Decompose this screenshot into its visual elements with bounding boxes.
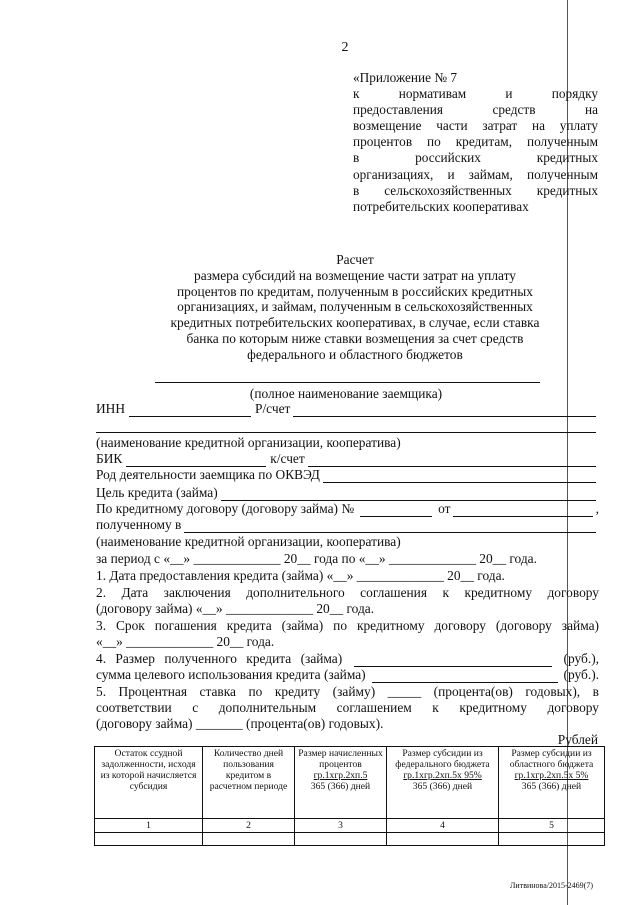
item-2-line-1: 2. Дата заключения дополнительного соглашения к кредитному договору [96, 585, 599, 600]
title-line: кредитных потребительских кооперативах, в случае, если ставка [170, 315, 540, 331]
title-line: организациях, и займам, полученным в сельскохозяйственных [177, 299, 533, 315]
table-header-cell: Размер субсидии из областного бюджета гр.1хгр.2хп.5х 5% 365 (366) дней [499, 747, 605, 819]
loan-amount-field[interactable] [354, 654, 551, 667]
target-usage-field[interactable] [372, 670, 558, 683]
column-number: 3 [295, 819, 387, 833]
appendix-line: организациях, и займам, полученным [353, 166, 598, 182]
item-4-row-1 [96, 651, 599, 667]
rs-label: Р/счет [255, 401, 291, 416]
page-number: 2 [341, 40, 349, 55]
table-number-row [95, 819, 605, 833]
rs-field[interactable] [293, 404, 596, 417]
item-1: 1. Дата предоставления кредита (займа) «__» _____________ 20__ года. [96, 568, 505, 583]
okved-label: Род деятельности заемщика по ОКВЭД [96, 467, 320, 482]
column-number: 4 [387, 819, 499, 833]
okved-field[interactable] [323, 470, 596, 483]
item-5-line-3: (договору займа) _______ (процента(ов) годовых). [96, 716, 384, 731]
bik-label: БИК [96, 451, 123, 466]
inn-label: ИНН [96, 401, 126, 416]
table-header-row [95, 747, 605, 819]
table-cell[interactable] [387, 833, 499, 846]
appendix-line: предоставления средств на [353, 102, 598, 118]
item-3-line-1: 3. Срок погашения кредита (займа) по кредитному договору (договору займа) [96, 618, 599, 633]
credit-org-caption-2: (наименование кредитной организации, кооператива) [96, 534, 401, 549]
appendix-line: «Приложение № 7 [353, 70, 457, 85]
purpose-field[interactable] [221, 488, 596, 501]
received-label: полученному в [96, 517, 182, 532]
table-cell[interactable] [499, 833, 605, 846]
from-label: от [438, 501, 451, 516]
contract-label: По кредитному договору (договору займа) № [96, 501, 355, 516]
item-4-unit: (руб.), [563, 651, 599, 666]
item-2-line-2: (договору займа) «__» _____________ 20__ года. [96, 601, 375, 616]
item-3-line-2: «__» _____________ 20__ года. [96, 634, 275, 649]
rs-extra-field[interactable] [96, 432, 596, 433]
item-5-line-1: 5. Процентная ставка по кредиту (займу) _____ (процента(ов) годовых), в [96, 684, 599, 699]
title-line: федерального и областного бюджетов [247, 346, 463, 362]
subsidy-table [94, 746, 605, 846]
column-number: 1 [95, 819, 203, 833]
table-header-cell: Размер начисленных процентов гр.1хгр.2хп.5 365 (366) дней [295, 747, 387, 819]
appendix-line: потребительских кооперативах [353, 198, 529, 214]
table-cell[interactable] [203, 833, 295, 846]
credit-org-caption: (наименование кредитной организации, кооператива) [96, 435, 401, 450]
document-code: Литвинова/2015-2469(7) [510, 881, 593, 890]
appendix-line: возмещение части затрат на уплату [353, 118, 598, 134]
title-line: процентов по кредитам, полученным в российских кредитных [177, 283, 533, 299]
appendix-line: к нормативам и порядку [353, 86, 598, 102]
okved-row [96, 467, 599, 483]
inn-field[interactable] [129, 404, 251, 417]
bik-row [96, 451, 599, 467]
contract-number-field[interactable] [360, 504, 432, 517]
item-4-row-2 [96, 667, 599, 683]
inn-row [96, 401, 599, 417]
item-5-line-2: соответствии с дополнительным соглашением к кредитному договору [96, 700, 599, 715]
appendix-line: в российских кредитных [353, 150, 598, 166]
appendix-block [353, 70, 598, 215]
column-number: 2 [203, 819, 295, 833]
column-number: 5 [499, 819, 605, 833]
table-cell[interactable] [295, 833, 387, 846]
table-header-cell: Остаток ссудной задолженности, исходя из которой начисляется субсидия [95, 747, 203, 819]
received-org-field[interactable] [184, 520, 596, 533]
contract-date-field[interactable] [453, 504, 592, 517]
appendix-line: в сельскохозяйственных кредитных [353, 182, 598, 198]
title-line: банка по которым ниже ставки возмещения за счет средств [186, 330, 524, 346]
purpose-row [96, 485, 599, 501]
document-title [120, 252, 590, 363]
appendix-line: процентов по кредитам, полученным [353, 134, 598, 150]
item-4-target-label: сумма целевого использования кредита (займа) [96, 667, 366, 682]
received-row [96, 517, 599, 533]
table-header-cell: Размер субсидии из федерального бюджета гр.1хгр.2хп.5х 95% 365 (366) дней [387, 747, 499, 819]
item-4-label: 4. Размер полученного кредита (займа) [96, 651, 343, 666]
table-row [95, 833, 605, 846]
table-cell[interactable] [95, 833, 203, 846]
contract-row [96, 501, 599, 517]
borrower-name-field[interactable] [155, 382, 540, 383]
title-line: размера субсидий на возмещение части затрат на уплату [194, 267, 516, 283]
ks-label: к/счет [270, 451, 305, 466]
ks-field[interactable] [308, 454, 596, 467]
bik-field[interactable] [126, 454, 266, 467]
title-line: Расчет [336, 252, 374, 267]
currency-label: Рублей [557, 732, 598, 747]
borrower-caption: (полное наименование заемщика) [249, 386, 443, 401]
table-header-cell: Количество дней пользования кредитом в расчетном периоде [203, 747, 295, 819]
item-4-target-unit: (руб.). [563, 667, 599, 682]
purpose-label: Цель кредита (займа) [96, 485, 218, 500]
comma: , [595, 501, 599, 516]
period-line: за период с «__» _____________ 20__ года по «__» _____________ 20__ года. [96, 551, 537, 566]
